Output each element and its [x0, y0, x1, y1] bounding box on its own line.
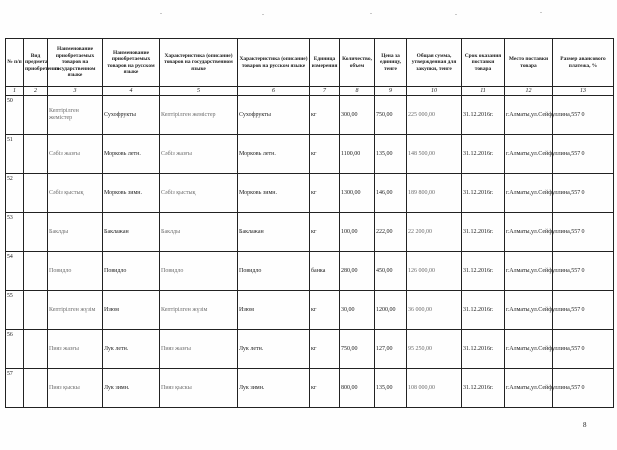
unit-cell: кг — [310, 369, 340, 408]
header-cell: Наименование приобретаемых товаров на государственном языке — [48, 39, 103, 87]
name-ru-cell: Повидло — [103, 252, 160, 291]
delivery-term-cell: 31.12.2016г. — [462, 252, 505, 291]
scan-speck — [262, 14, 264, 15]
description-ru-cell: Лук зимн. — [238, 369, 310, 408]
advance-payment-cell: 0 — [553, 174, 614, 213]
item-type-cell — [24, 369, 48, 408]
unit-price-cell: 750,00 — [375, 96, 407, 135]
scan-speck — [455, 14, 457, 15]
name-kz-cell: Сәбіз жазғы — [48, 135, 103, 174]
unit-price-cell: 146,00 — [375, 174, 407, 213]
header-cell: Размер авансового платежа, % — [553, 39, 614, 87]
table-row — [6, 96, 614, 135]
unit-price-cell: 127,00 — [375, 330, 407, 369]
row-number-cell: 50 — [6, 96, 24, 135]
quantity-cell: 100,00 — [340, 213, 375, 252]
name-kz-cell: Повидло — [48, 252, 103, 291]
header-cell: Наименование приобретаемых товаров на русском языке — [103, 39, 160, 87]
delivery-place-cell: г.Алматы,ул.Сейфуллина,557 — [505, 369, 553, 408]
total-amount-cell: 148 500,00 — [407, 135, 462, 174]
table-row — [6, 330, 614, 369]
advance-payment-cell: 0 — [553, 291, 614, 330]
quantity-cell: 30,00 — [340, 291, 375, 330]
delivery-term-cell: 31.12.2016г. — [462, 369, 505, 408]
delivery-place-cell: г.Алматы,ул.Сейфуллина,557 — [505, 330, 553, 369]
column-number: 2 — [24, 87, 48, 96]
description-ru-cell: Изюм — [238, 291, 310, 330]
item-type-cell — [24, 213, 48, 252]
unit-cell: кг — [310, 213, 340, 252]
unit-cell: кг — [310, 330, 340, 369]
item-type-cell — [24, 330, 48, 369]
row-number-cell: 55 — [6, 291, 24, 330]
quantity-cell: 1100,00 — [340, 135, 375, 174]
description-kz-cell: Повидло — [160, 252, 238, 291]
unit-cell: кг — [310, 174, 340, 213]
page-number: 8 — [583, 421, 587, 429]
delivery-place-cell: г.Алматы,ул.Сейфуллина,557 — [505, 213, 553, 252]
item-type-cell — [24, 135, 48, 174]
description-kz-cell: Баклды — [160, 213, 238, 252]
header-cell: Срок оказания поставки товара — [462, 39, 505, 87]
total-amount-cell: 126 000,00 — [407, 252, 462, 291]
column-number: 3 — [48, 87, 103, 96]
unit-cell: кг — [310, 291, 340, 330]
total-amount-cell: 108 000,00 — [407, 369, 462, 408]
header-cell: Вид предмета приобретения — [24, 39, 48, 87]
total-amount-cell: 225 000,00 — [407, 96, 462, 135]
row-number-cell: 53 — [6, 213, 24, 252]
unit-cell: банка — [310, 252, 340, 291]
name-kz-cell: Кептірілген жемістер — [48, 96, 103, 135]
unit-price-cell: 450,00 — [375, 252, 407, 291]
total-amount-cell: 22 200,00 — [407, 213, 462, 252]
row-number-cell: 56 — [6, 330, 24, 369]
name-ru-cell: Лук летн. — [103, 330, 160, 369]
description-kz-cell: Сәбіз жазғы — [160, 135, 238, 174]
advance-payment-cell: 0 — [553, 213, 614, 252]
column-number: 11 — [462, 87, 505, 96]
table-row — [6, 369, 614, 408]
column-number: 12 — [505, 87, 553, 96]
table-row — [6, 135, 614, 174]
description-ru-cell: Морковь летн. — [238, 135, 310, 174]
description-kz-cell: Пияз қыскы — [160, 369, 238, 408]
unit-price-cell: 1200,00 — [375, 291, 407, 330]
header-cell: Единица измерения — [310, 39, 340, 87]
delivery-place-cell: г.Алматы,ул.Сейфуллина,557 — [505, 96, 553, 135]
column-number-row — [6, 87, 614, 96]
total-amount-cell: 95 250,00 — [407, 330, 462, 369]
item-type-cell — [24, 252, 48, 291]
unit-cell: кг — [310, 96, 340, 135]
table-row — [6, 291, 614, 330]
delivery-place-cell: г.Алматы,ул.Сейфуллина,557 — [505, 174, 553, 213]
delivery-term-cell: 31.12.2016г. — [462, 330, 505, 369]
row-number-cell: 52 — [6, 174, 24, 213]
description-kz-cell: Пияз жазғы — [160, 330, 238, 369]
column-number: 13 — [553, 87, 614, 96]
name-kz-cell: Сәбіз қыстық — [48, 174, 103, 213]
advance-payment-cell: 0 — [553, 252, 614, 291]
delivery-term-cell: 31.12.2016г. — [462, 291, 505, 330]
total-amount-cell: 189 800,00 — [407, 174, 462, 213]
scan-speck — [160, 13, 162, 14]
header-cell: Количество, объем — [340, 39, 375, 87]
item-type-cell — [24, 291, 48, 330]
name-ru-cell: Морковь летн. — [103, 135, 160, 174]
description-ru-cell: Баклажан — [238, 213, 310, 252]
column-number: 8 — [340, 87, 375, 96]
scan-speck — [540, 12, 542, 13]
procurement-table — [5, 38, 614, 408]
header-cell: Место поставки товара — [505, 39, 553, 87]
description-ru-cell: Сухофрукты — [238, 96, 310, 135]
unit-cell: кг — [310, 135, 340, 174]
name-ru-cell: Баклажан — [103, 213, 160, 252]
quantity-cell: 300,00 — [340, 96, 375, 135]
column-number: 10 — [407, 87, 462, 96]
quantity-cell: 750,00 — [340, 330, 375, 369]
name-kz-cell: Баклды — [48, 213, 103, 252]
delivery-place-cell: г.Алматы,ул.Сейфуллина,557 — [505, 252, 553, 291]
scan-speck — [370, 13, 372, 14]
item-type-cell — [24, 96, 48, 135]
column-number: 7 — [310, 87, 340, 96]
item-type-cell — [24, 174, 48, 213]
delivery-term-cell: 31.12.2016г. — [462, 174, 505, 213]
description-kz-cell: Кептірілген жүзім — [160, 291, 238, 330]
column-number: 4 — [103, 87, 160, 96]
table-row — [6, 213, 614, 252]
header-cell: № п/п — [6, 39, 24, 87]
name-ru-cell: Сухофрукты — [103, 96, 160, 135]
delivery-place-cell: г.Алматы,ул.Сейфуллина,557 — [505, 291, 553, 330]
advance-payment-cell: 0 — [553, 369, 614, 408]
advance-payment-cell: 0 — [553, 135, 614, 174]
row-number-cell: 54 — [6, 252, 24, 291]
column-number: 1 — [6, 87, 24, 96]
description-kz-cell: Кептірілген жемістер — [160, 96, 238, 135]
quantity-cell: 800,00 — [340, 369, 375, 408]
name-kz-cell: Пияз қыскы — [48, 369, 103, 408]
table-row — [6, 174, 614, 213]
advance-payment-cell: 0 — [553, 96, 614, 135]
unit-price-cell: 135,00 — [375, 135, 407, 174]
column-number: 5 — [160, 87, 238, 96]
header-cell: Общая сумма, утвержденная для закупки, тенге — [407, 39, 462, 87]
quantity-cell: 1300,00 — [340, 174, 375, 213]
quantity-cell: 280,00 — [340, 252, 375, 291]
column-number: 9 — [375, 87, 407, 96]
header-row — [6, 39, 614, 87]
name-ru-cell: Морковь зимн. — [103, 174, 160, 213]
total-amount-cell: 36 000,00 — [407, 291, 462, 330]
description-ru-cell: Морковь зимн. — [238, 174, 310, 213]
name-kz-cell: Пияз жазғы — [48, 330, 103, 369]
advance-payment-cell: 0 — [553, 330, 614, 369]
header-cell: Характеристика (описание) товаров на русском языке — [238, 39, 310, 87]
delivery-place-cell: г.Алматы,ул.Сейфуллина,557 — [505, 135, 553, 174]
delivery-term-cell: 31.12.2016г. — [462, 213, 505, 252]
description-kz-cell: Сәбіз қыстық — [160, 174, 238, 213]
name-ru-cell: Лук зимн. — [103, 369, 160, 408]
unit-price-cell: 222,00 — [375, 213, 407, 252]
delivery-term-cell: 31.12.2016г. — [462, 135, 505, 174]
header-cell: Характеристика (описание) товаров на государственном языке — [160, 39, 238, 87]
row-number-cell: 57 — [6, 369, 24, 408]
description-ru-cell: Лук летн. — [238, 330, 310, 369]
header-cell: Цена за единицу, тенге — [375, 39, 407, 87]
name-ru-cell: Изюм — [103, 291, 160, 330]
row-number-cell: 51 — [6, 135, 24, 174]
description-ru-cell: Повидло — [238, 252, 310, 291]
unit-price-cell: 135,00 — [375, 369, 407, 408]
name-kz-cell: Кептірілген жүзім — [48, 291, 103, 330]
table-row — [6, 252, 614, 291]
column-number: 6 — [238, 87, 310, 96]
delivery-term-cell: 31.12.2016г. — [462, 96, 505, 135]
